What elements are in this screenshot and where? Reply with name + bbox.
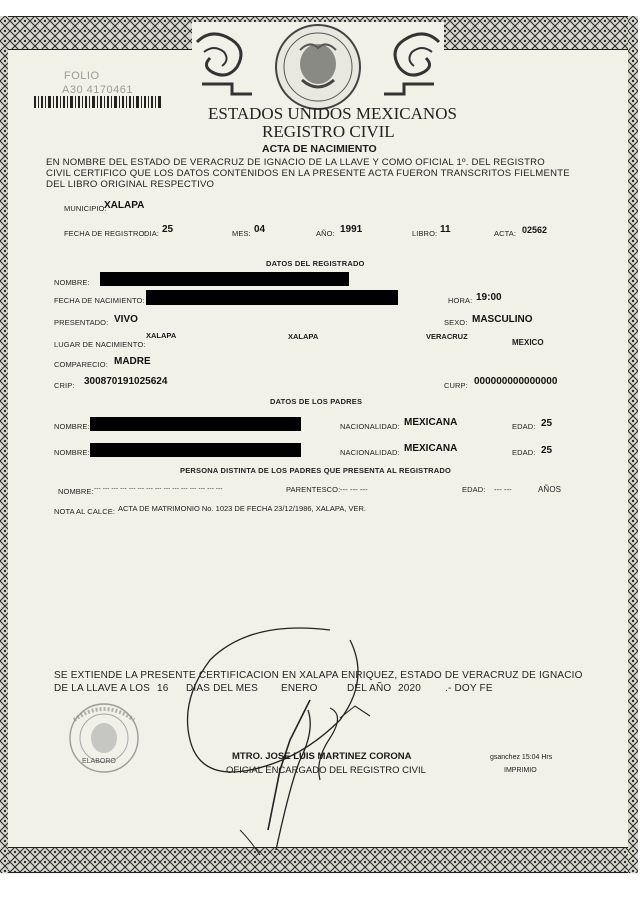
lugar-municipio: XALAPA bbox=[288, 332, 319, 341]
padre-2-nombre-label: NOMBRE: bbox=[54, 448, 90, 457]
municipio-label: MUNICIPIO: bbox=[64, 204, 107, 213]
certificacion-line-1: SE EXTIENDE LA PRESENTE CERTIFICACION EN XALAPA ENRIQUEZ, ESTADO DE VERACRUZ DE IGNACIO bbox=[54, 670, 583, 681]
padres-section-title: DATOS DE LOS PADRES bbox=[270, 397, 363, 406]
parentesco-value: --- --- --- bbox=[340, 485, 368, 494]
certificacion-dias: 16 bbox=[157, 683, 169, 694]
anios-label: AÑOS bbox=[538, 485, 562, 494]
crip-value: 300870191025624 bbox=[84, 376, 168, 387]
lugar-estado: VERACRUZ bbox=[426, 332, 468, 341]
hora-label: HORA: bbox=[448, 296, 473, 305]
intro-line-2: CIVIL CERTIFICO QUE LOS DATOS CONTENIDOS EN LA PRESENTE ACTA FUERON TRANSCRITOS FIELMENTE bbox=[46, 168, 570, 179]
curp-label: CURP: bbox=[444, 381, 468, 390]
dia-label: DIA: bbox=[144, 229, 159, 238]
padre-1-nacionalidad-label: NACIONALIDAD: bbox=[340, 422, 400, 431]
otra-persona-nombre-label: NOMBRE: bbox=[58, 487, 94, 496]
barcode bbox=[34, 96, 162, 108]
sexo-label: SEXO: bbox=[444, 318, 468, 327]
padre-2-nacionalidad-label: NACIONALIDAD: bbox=[340, 448, 400, 457]
redacted-fecha-nacimiento bbox=[146, 290, 398, 305]
comparecio-label: COMPARECIO: bbox=[54, 360, 108, 369]
padre-2-edad: 25 bbox=[541, 445, 553, 456]
signatory-title: OFICIAL ENCARGADO DEL REGISTRO CIVIL bbox=[226, 765, 426, 776]
libro-value: 11 bbox=[440, 224, 451, 235]
redacted-padre-2-nombre bbox=[90, 443, 301, 457]
crip-label: CRIP: bbox=[54, 381, 75, 390]
certificacion-line-2a: DE LA LLAVE A LOS bbox=[54, 683, 151, 694]
dia-value: 25 bbox=[162, 224, 174, 235]
municipio-value: XALAPA bbox=[104, 200, 145, 211]
padre-1-edad: 25 bbox=[541, 418, 553, 429]
anio-label: AÑO: bbox=[316, 229, 335, 238]
libro-label: LIBRO: bbox=[412, 229, 438, 238]
lugar-nacimiento-label: LUGAR DE NACIMIENTO: bbox=[54, 340, 146, 349]
lugar-localidad: XALAPA bbox=[146, 331, 177, 340]
country-title: ESTADOS UNIDOS MEXICANOS bbox=[208, 104, 457, 123]
certificacion-line-2d: .- DOY FE bbox=[445, 683, 493, 694]
operator-stamp: gsanchez 15:04 Hrs bbox=[490, 754, 553, 761]
certificacion-line-2b: DIAS DEL MES bbox=[186, 683, 259, 694]
nota-text: ACTA DE MATRIMONIO No. 1023 DE FECHA 23/12/1986, XALAPA, VER. bbox=[118, 504, 367, 513]
registry-title: REGISTRO CIVIL bbox=[262, 122, 395, 141]
redacted-registrado-nombre bbox=[100, 272, 349, 286]
presentado-label: PRESENTADO: bbox=[54, 318, 109, 327]
sexo-value: MASCULINO bbox=[472, 314, 533, 325]
signature-scribble bbox=[180, 620, 380, 860]
curp-value: 000000000000000 bbox=[474, 376, 558, 387]
certificacion-anio: 2020 bbox=[398, 683, 422, 694]
presentado-value: VIVO bbox=[114, 314, 138, 325]
border-right bbox=[628, 16, 638, 873]
printed-label: IMPRIMIO bbox=[504, 767, 537, 774]
otra-persona-nombre-value: --- --- --- --- --- --- --- --- --- --- --- --- --- --- --- bbox=[94, 485, 223, 492]
lugar-pais: MEXICO bbox=[512, 338, 544, 347]
fecha-registro-label: FECHA DE REGISTRO: bbox=[64, 229, 147, 238]
registrado-nombre-label: NOMBRE: bbox=[54, 278, 90, 287]
intro-line-3: DEL LIBRO ORIGINAL RESPECTIVO bbox=[46, 179, 215, 190]
document-title: ACTA DE NACIMIENTO bbox=[262, 143, 377, 155]
certificacion-mes: ENERO bbox=[281, 683, 318, 694]
signatory-name: MTRO. JOSE LUIS MARTINEZ CORONA bbox=[232, 751, 412, 762]
acta-label: ACTA: bbox=[494, 229, 517, 238]
mes-value: 04 bbox=[254, 224, 266, 235]
seal-bottom-text: ELABORO bbox=[82, 758, 116, 765]
intro-line-1: EN NOMBRE DEL ESTADO DE VERACRUZ DE IGNACIO DE LA LLAVE Y COMO OFICIAL 1º. DEL REGISTRO bbox=[46, 157, 545, 168]
fecha-nacimiento-label: FECHA DE NACIMIENTO: bbox=[54, 296, 145, 305]
mes-label: MES: bbox=[232, 229, 251, 238]
nota-label: NOTA AL CALCE: bbox=[54, 507, 116, 516]
certificacion-line-2c: DEL AÑO bbox=[347, 683, 392, 694]
padre-1-nacionalidad: MEXICANA bbox=[404, 417, 458, 428]
registrado-section-title: DATOS DEL REGISTRADO bbox=[266, 259, 365, 268]
hora-value: 19:00 bbox=[476, 292, 502, 303]
padre-2-edad-label: EDAD: bbox=[512, 448, 536, 457]
padre-1-edad-label: EDAD: bbox=[512, 422, 536, 431]
otra-persona-edad-value: --- --- bbox=[494, 485, 512, 494]
padre-1-nombre-label: NOMBRE: bbox=[54, 422, 90, 431]
redacted-padre-1-nombre bbox=[90, 417, 301, 431]
parentesco-label: PARENTESCO: bbox=[286, 485, 341, 494]
border-left bbox=[0, 16, 8, 873]
comparecio-value: MADRE bbox=[114, 356, 151, 367]
anio-value: 1991 bbox=[340, 224, 363, 235]
otra-persona-edad-label: EDAD: bbox=[462, 485, 486, 494]
acta-value: 02562 bbox=[522, 225, 548, 235]
padre-2-nacionalidad: MEXICANA bbox=[404, 443, 458, 454]
folio-label: FOLIO bbox=[64, 70, 100, 82]
otra-persona-section-title: PERSONA DISTINTA DE LOS PADRES QUE PRESENTA AL REGISTRADO bbox=[180, 466, 452, 475]
folio-number: A30 4170461 bbox=[62, 84, 133, 96]
